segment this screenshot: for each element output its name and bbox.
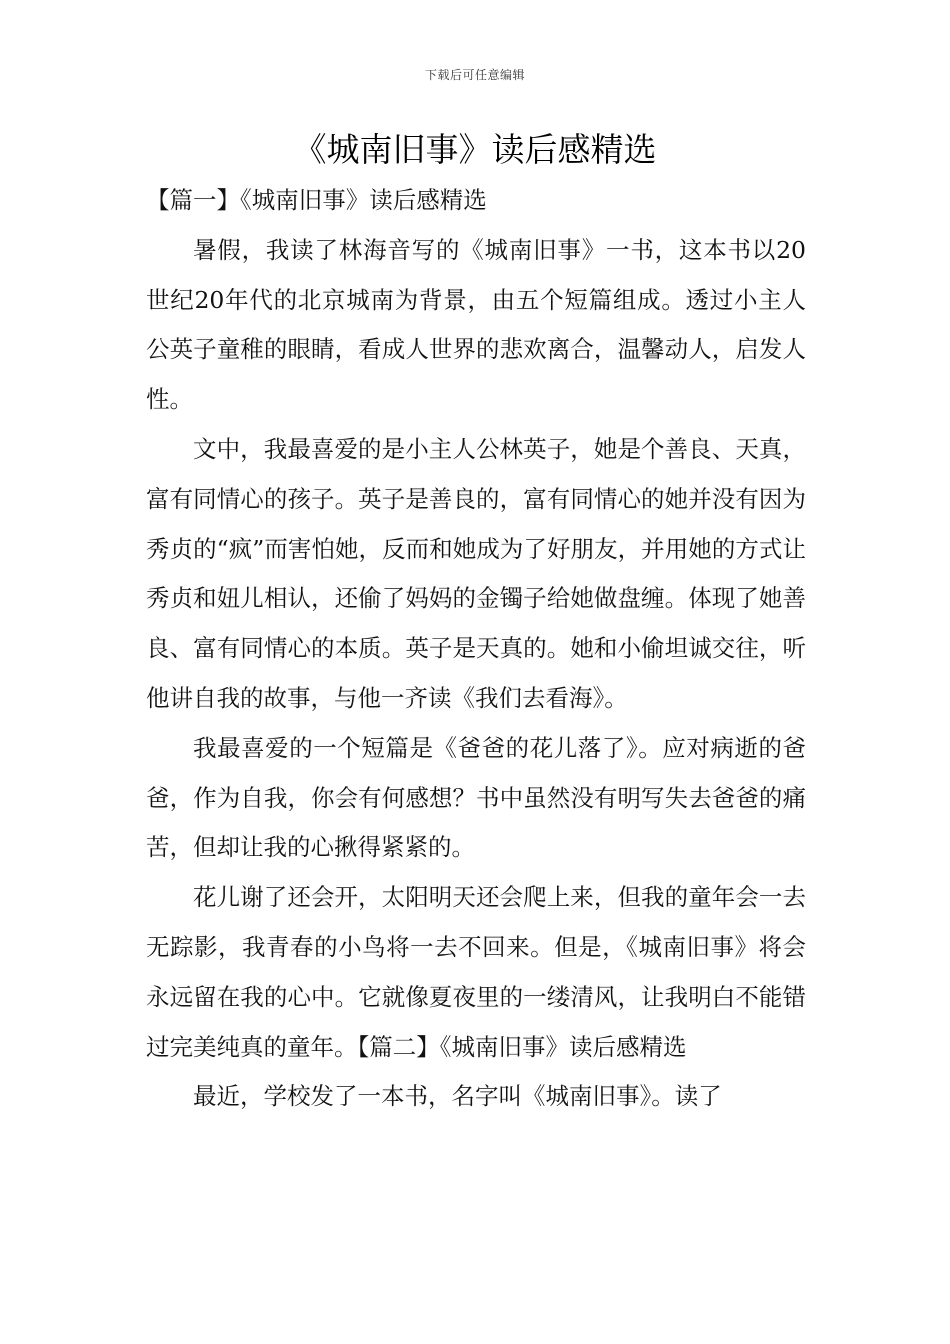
paragraph-3: 我最喜爱的一个短篇是《爸爸的花儿落了》。应对病逝的爸爸，作为自我，你会有何感想？书中虽然没有明写失去爸爸的痛苦，但却让我的心揪得紧紧的。 [146, 733, 806, 862]
paragraph-4 [146, 873, 806, 1072]
paragraph-2: 文中，我最喜爱的是小主人公林英子，她是个善良、天真，富有同情心的孩子。英子是善良的，富有同情心的她并没有因为秀贞的“疯”而害怕她，反而和她成为了好朋友，并用她的方式让秀贞和妞儿相认，还偷了妈妈的金镯子给她做盘缠。体现了她善良、富有同情心的本质。英子是天真的。她和小偷坦诚交往，听他讲自我的故事，与他一齐读《我们去看海》。 [146, 434, 806, 712]
paragraph-4-text: 花儿谢了还会开，太阳明天还会爬上来，但我的童年会一去无踪影，我青春的小鸟将一去不回来。但是，《城南旧事》将会永远留在我的心中。它就像夏夜里的一缕清风，让我明白不能错过完美纯真的童年。 [146, 883, 806, 1061]
section-heading-1: 【篇一】《城南旧事》读后感精选 [146, 186, 487, 214]
document-body [146, 176, 806, 1122]
section-heading-2: 【篇二】《城南旧事》读后感精选 [357, 1032, 687, 1061]
header-note: 下载后可任意编辑 [424, 68, 525, 82]
paragraph-1: 暑假，我读了林海音写的《城南旧事》一书，这本书以20世纪20年代的北京城南为背景，由五个短篇组成。透过小主人公英子童稚的眼睛，看成人世界的悲欢离合，温馨动人，启发人性。 [146, 235, 806, 414]
paragraph-5: 最近，学校发了一本书，名字叫《城南旧事》。读了 [193, 1082, 722, 1111]
document-title: 《城南旧事》读后感精选 [293, 130, 657, 169]
